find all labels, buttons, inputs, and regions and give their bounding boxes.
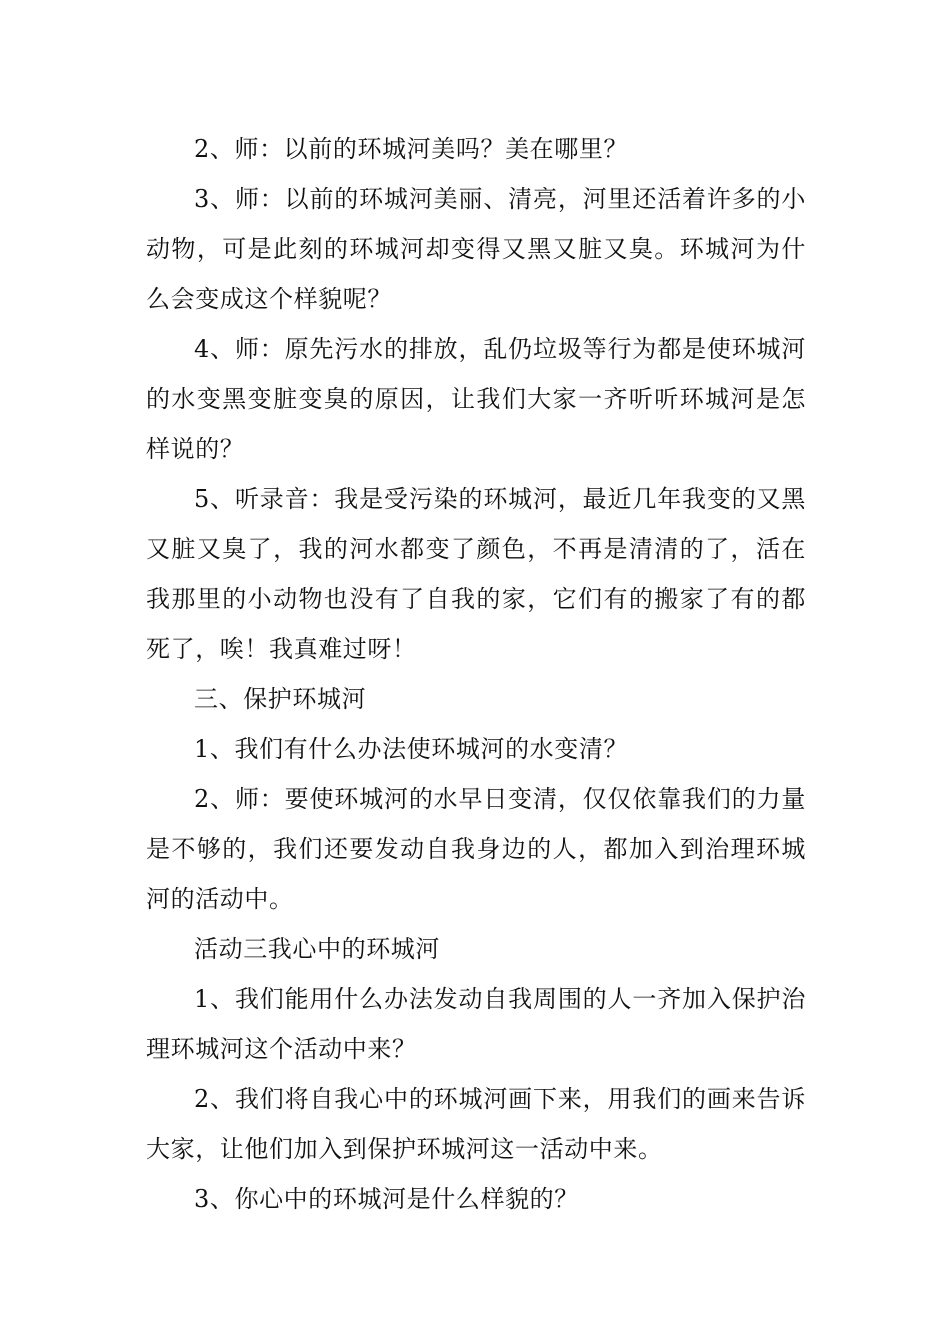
paragraph: 3、师：以前的环城河美丽、清亮，河里还活着许多的小动物，可是此刻的环城河却变得又黑又脏又臭。环城河为什么会变成这个样貌呢？ [146,185,806,313]
paragraph: 2、我们将自我心中的环城河画下来，用我们的画来告诉大家，让他们加入到保护环城河这一活动中来。 [146,1085,806,1163]
section-heading: 三、保护环城河 [194,685,367,713]
document-page [146,124,806,1224]
paragraph: 3、你心中的环城河是什么样貌的？ [194,1185,579,1213]
paragraph: 2、师：要使环城河的水早日变清，仅仅依靠我们的力量是不够的，我们还要发动自我身边的人，都加入到治理环城河的活动中。 [146,785,806,913]
paragraph: 1、我们有什么办法使环城河的水变清？ [194,735,629,763]
paragraph: 4、师：原先污水的排放，乱仍垃圾等行为都是使环城河的水变黑变脏变臭的原因，让我们大家一齐听听环城河是怎样说的？ [146,335,806,463]
section-heading: 活动三我心中的环城河 [194,935,440,963]
paragraph: 2、师：以前的环城河美吗？美在哪里？ [194,135,629,163]
paragraph: 5、听录音：我是受污染的环城河，最近几年我变的又黑又脏又臭了，我的河水都变了颜色，不再是清清的了，活在我那里的小动物也没有了自我的家，它们有的搬家了有的都死了，唉！我真难过呀！ [146,485,806,663]
paragraph: 1、我们能用什么办法发动自我周围的人一齐加入保护治理环城河这个活动中来？ [146,985,806,1063]
